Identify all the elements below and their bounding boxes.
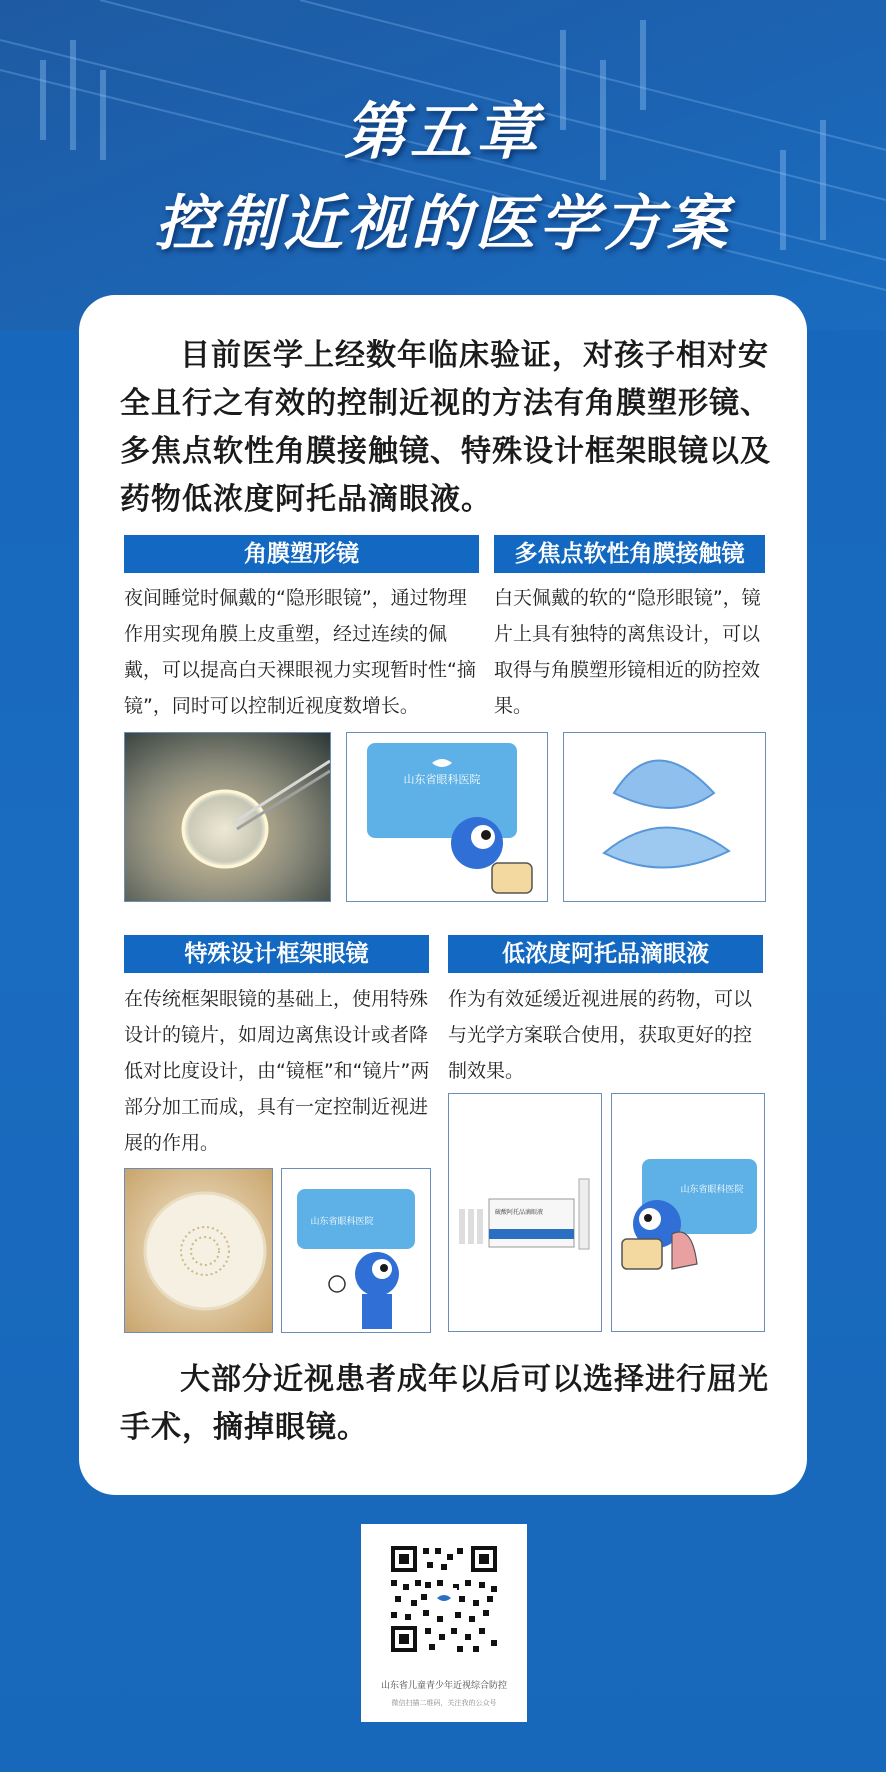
section-header-spectacles: 特殊设计框架眼镜	[124, 935, 429, 973]
section-header-ortho-k: 角膜塑形镜	[124, 535, 479, 573]
cartoon-board-illustration-3	[611, 1093, 765, 1332]
chapter-label: 第五章	[343, 95, 542, 168]
board-text: 山东省眼科医院	[310, 1217, 374, 1227]
page-title: 控制近视的医学方案	[155, 189, 731, 259]
section-text-atropine: 作为有效延缓近视进展的药物，可以与光学方案联合使用，获取更好的控制效果。	[448, 988, 753, 1082]
board-text: 山东省眼科医院	[680, 1185, 744, 1195]
intro-paragraph: 目前医学上经数年临床验证，对孩子相对安全且行之有效的控制近视的方法有角膜塑形镜、多焦点软性角膜接触镜、特殊设计框架眼镜以及药物低浓度阿托品滴眼液。	[120, 338, 771, 517]
board-text: 山东省眼科医院	[403, 773, 481, 786]
soft-contact-lens-photo	[563, 732, 766, 902]
qr-code-card	[361, 1524, 527, 1722]
section-header-atropine: 低浓度阿托品滴眼液	[448, 935, 763, 973]
section-text-ortho-k: 夜间睡觉时佩戴的“隐形眼镜”，通过物理作用实现角膜上皮重塑，经过连续的佩戴，可以提高白天裸眼视力实现暂时性“摘镜”，同时可以控制近视度数增长。	[124, 587, 476, 717]
box-label: 硫酸阿托品滴眼液	[494, 1209, 544, 1216]
spectacle-lens-photo	[124, 1168, 273, 1333]
qr-sub-caption: 微信扫描二维码，关注我的公众号	[391, 1699, 497, 1707]
atropine-eyedrops-photo	[448, 1093, 602, 1332]
section-text-multifocal: 白天佩戴的软的“隐形眼镜”，镜片上具有独特的离焦设计，可以取得与角膜塑形镜相近的防控效果。	[494, 587, 761, 717]
section-text-spectacles: 在传统框架眼镜的基础上，使用特殊设计的镜片，如周边离焦设计或者降低对比度设计，由“镜框”和“镜片”两部分加工而成，具有一定控制近视进展的作用。	[124, 988, 430, 1154]
qr-code-image[interactable]	[361, 1524, 527, 1674]
cartoon-board-illustration-2	[281, 1168, 431, 1333]
outro-paragraph: 大部分近视患者成年以后可以选择进行屈光手术，摘掉眼镜。	[120, 1362, 769, 1445]
lens-tweezers-photo	[124, 732, 331, 902]
cartoon-board-illustration-1	[346, 732, 548, 902]
qr-caption: 山东省儿童青少年近视综合防控	[380, 1681, 507, 1691]
section-header-multifocal: 多焦点软性角膜接触镜	[494, 535, 765, 573]
